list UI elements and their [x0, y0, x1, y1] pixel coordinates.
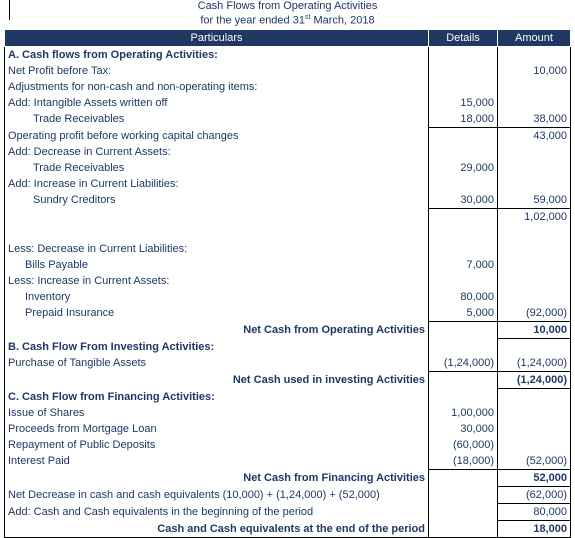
table-row — [5, 470, 571, 487]
row-amount: 80,000 — [498, 504, 571, 521]
table-row — [5, 504, 571, 521]
col-details: Details — [429, 30, 498, 47]
row-amount: 59,000 — [498, 192, 571, 209]
table-row-total — [5, 521, 571, 538]
row-amount: (62,000) — [498, 487, 571, 504]
row-details — [429, 273, 498, 289]
row-details: 29,000 — [429, 160, 498, 176]
col-particulars: Particulars — [5, 30, 429, 47]
row-details: (1,24,000) — [429, 355, 498, 372]
table-row — [5, 372, 571, 389]
row-details — [429, 176, 498, 192]
row-details: 80,000 — [429, 289, 498, 305]
row-label: Net Cash from Operating Activities — [5, 322, 429, 339]
row-details — [429, 504, 498, 521]
row-amount — [498, 273, 571, 289]
row-amount — [498, 225, 571, 241]
table-row — [5, 405, 571, 421]
row-amount: (92,000) — [498, 305, 571, 322]
row-label: B. Cash Flow From Investing Activities: — [5, 339, 429, 356]
table-row — [5, 339, 571, 356]
table-row — [5, 257, 571, 273]
row-label: Less: Increase in Current Assets: — [5, 273, 429, 289]
row-label: Repayment of Public Deposits — [5, 437, 429, 453]
cash-flow-table — [4, 29, 571, 538]
row-label: Adjustments for non-cash and non-operating items: — [5, 79, 429, 95]
row-amount — [498, 437, 571, 453]
row-label: A. Cash flows from Operating Activities: — [5, 47, 429, 64]
row-details: 18,000 — [429, 111, 498, 128]
row-amount: 10,000 — [498, 322, 571, 339]
row-label: Add: Decrease in Current Assets: — [5, 144, 429, 160]
table-row — [5, 160, 571, 176]
row-details — [429, 63, 498, 79]
row-details: 15,000 — [429, 95, 498, 111]
row-amount — [498, 176, 571, 192]
statement-title: Cash Flows from Operating Activities — [197, 0, 378, 12]
table-row — [5, 421, 571, 437]
table-row — [5, 192, 571, 209]
row-amount: 1,02,000 — [498, 209, 571, 226]
table-row — [5, 273, 571, 289]
table-row — [5, 128, 571, 145]
row-label: Purchase of Tangible Assets — [5, 355, 429, 372]
row-details — [429, 144, 498, 160]
statement-subtitle: for the year ended 31st March, 2018 — [200, 14, 375, 27]
row-amount: 43,000 — [498, 128, 571, 145]
table-row — [5, 111, 571, 128]
row-amount: (1,24,000) — [498, 372, 571, 389]
table-row — [5, 209, 571, 226]
table-row — [5, 322, 571, 339]
table-row — [5, 487, 571, 504]
row-details: 1,00,000 — [429, 405, 498, 421]
table-row — [5, 176, 571, 192]
row-amount: 38,000 — [498, 111, 571, 128]
row-label: Trade Receivables — [5, 111, 429, 128]
row-label: Cash and Cash equivalents at the end of the period — [5, 521, 429, 538]
row-details — [429, 79, 498, 95]
row-amount: 52,000 — [498, 470, 571, 487]
row-details — [429, 47, 498, 64]
row-details — [429, 322, 498, 339]
row-details — [429, 128, 498, 145]
table-row — [5, 47, 571, 64]
row-amount — [498, 241, 571, 257]
row-label: Net Cash used in investing Activities — [5, 372, 429, 389]
table-row — [5, 355, 571, 372]
table-row — [5, 225, 571, 241]
row-amount — [498, 421, 571, 437]
row-label: Add: Increase in Current Liabilities: — [5, 176, 429, 192]
row-details — [429, 372, 498, 389]
row-amount — [498, 144, 571, 160]
table-row — [5, 437, 571, 453]
row-label: Add: Cash and Cash equivalents in the beginning of the period — [5, 504, 429, 521]
row-label: Net Decrease in cash and cash equivalents (10,000) + (1,24,000) + (52,000) — [5, 487, 429, 504]
table-row — [5, 144, 571, 160]
row-label: Net Profit before Tax: — [5, 63, 429, 79]
row-amount — [498, 389, 571, 406]
row-amount: 18,000 — [498, 521, 571, 538]
table-row — [5, 63, 571, 79]
row-details — [429, 521, 498, 538]
row-label: Sundry Creditors — [5, 192, 429, 209]
row-label — [5, 225, 429, 241]
row-label: Trade Receivables — [5, 160, 429, 176]
row-details: 30,000 — [429, 421, 498, 437]
row-details — [429, 339, 498, 356]
row-details: 30,000 — [429, 192, 498, 209]
row-label: Issue of Shares — [5, 405, 429, 421]
row-label: Inventory — [5, 289, 429, 305]
row-amount — [498, 339, 571, 356]
row-label: C. Cash Flow from Financing Activities: — [5, 389, 429, 406]
table-row — [5, 241, 571, 257]
table-row — [5, 95, 571, 111]
header-row — [5, 30, 571, 47]
row-amount — [498, 79, 571, 95]
row-amount — [498, 95, 571, 111]
row-details — [429, 225, 498, 241]
row-label: Proceeds from Mortgage Loan — [5, 421, 429, 437]
row-amount — [498, 405, 571, 421]
row-details: (18,000) — [429, 453, 498, 470]
col-amount: Amount — [498, 30, 571, 47]
row-amount — [498, 289, 571, 305]
table-row — [5, 305, 571, 322]
row-label: Bills Payable — [5, 257, 429, 273]
row-amount — [498, 160, 571, 176]
row-details — [429, 241, 498, 257]
table-row — [5, 389, 571, 406]
row-amount — [498, 47, 571, 64]
row-label — [5, 209, 429, 226]
row-label: Net Cash from Financing Activities — [5, 470, 429, 487]
row-label: Prepaid Insurance — [5, 305, 429, 322]
table-row — [5, 289, 571, 305]
table-row — [5, 79, 571, 95]
row-details — [429, 389, 498, 406]
row-details: 7,000 — [429, 257, 498, 273]
row-details: (60,000) — [429, 437, 498, 453]
row-amount — [498, 257, 571, 273]
row-details — [429, 209, 498, 226]
row-label: Interest Paid — [5, 453, 429, 470]
row-amount: (1,24,000) — [498, 355, 571, 372]
row-details — [429, 470, 498, 487]
row-amount: 10,000 — [498, 63, 571, 79]
table-row — [5, 453, 571, 470]
row-label: Operating profit before working capital changes — [5, 128, 429, 145]
row-amount: (52,000) — [498, 453, 571, 470]
row-label: Less: Decrease in Current Liabilities: — [5, 241, 429, 257]
row-label: Add: Intangible Assets written off — [5, 95, 429, 111]
row-details — [429, 487, 498, 504]
row-details: 5,000 — [429, 305, 498, 322]
